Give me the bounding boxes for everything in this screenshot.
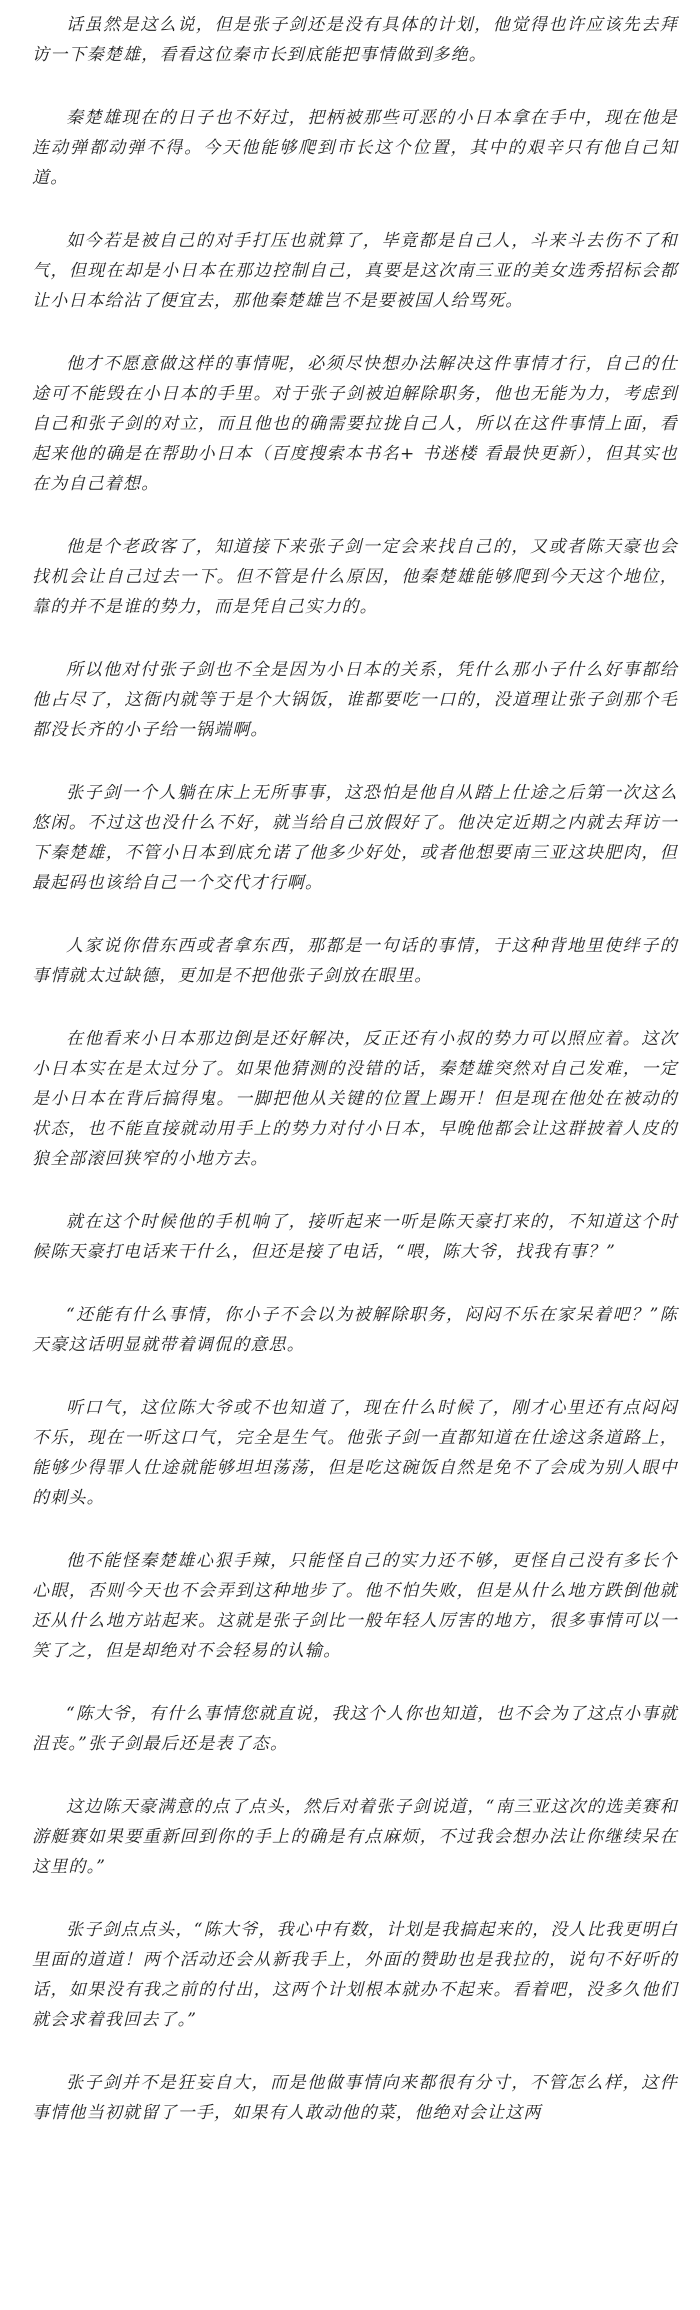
paragraph: 就在这个时候他的手机响了，接听起来一听是陈天豪打来的，不知道这个时候陈天豪打电话来干什么，但还是接了电话，“喂，陈大爷，找我有事？”	[32, 1212, 678, 1262]
paragraph: 话虽然是这么说，但是张子剑还是没有具体的计划，他觉得也许应该先去拜访一下秦楚雄，看看这位秦市长到底能把事情做到多绝。	[32, 15, 678, 65]
paragraph: 张子剑点点头，“陈大爷，我心中有数，计划是我搞起来的，没人比我更明白里面的道道！两个活动还会从新我手上，外面的赞助也是我拉的，说句不好听的话，如果没有我之前的付出，这两个计划根本就办不起来。看着吧，没多久他们就会求着我回去了。”	[32, 1920, 678, 2030]
paragraph: 张子剑并不是狂妄自大，而是他做事情向来都很有分寸，不管怎么样，这件事情他当初就留了一手，如果有人敢动他的菜，他绝对会让这两	[32, 2073, 678, 2123]
paragraph: 人家说你借东西或者拿东西，那都是一句话的事情，于这种背地里使绊子的事情就太过缺德，更加是不把他张子剑放在眼里。	[32, 936, 678, 986]
paragraph: 他不能怪秦楚雄心狠手辣，只能怪自己的实力还不够，更怪自己没有多长个心眼，否则今天也不会弄到这种地步了。他不怕失败，但是从什么地方跌倒他就还从什么地方站起来。这就是张子剑比一般年轻人厉害的地方，很多事情可以一笑了之，但是却绝对不会轻易的认输。	[32, 1551, 678, 1661]
paragraph: “还能有什么事情，你小子不会以为被解除职务，闷闷不乐在家呆着吧？”陈天豪这话明显就带着调侃的意思。	[32, 1305, 678, 1355]
paragraph: 这边陈天豪满意的点了点头，然后对着张子剑说道，“南三亚这次的选美赛和游艇赛如果要重新回到你的手上的确是有点麻烦，不过我会想办法让你继续呆在这里的。”	[32, 1797, 678, 1877]
paragraph: “陈大爷，有什么事情您就直说，我这个人你也知道，也不会为了这点小事就沮丧。”张子剑最后还是表了态。	[32, 1704, 678, 1754]
paragraph: 所以他对付张子剑也不全是因为小日本的关系，凭什么那小子什么好事都给他占尽了，这衙内就等于是个大锅饭，谁都要吃一口的，没道理让张子剑那个毛都没长齐的小子给一锅端啊。	[32, 660, 678, 740]
paragraph: 听口气，这位陈大爷或不也知道了，现在什么时候了，刚才心里还有点闷闷不乐，现在一听这口气，完全是生气。他张子剑一直都知道在仕途这条道路上，能够少得罪人仕途就能够坦坦荡荡，但是吃这碗饭自然是免不了会成为别人眼中的刺头。	[32, 1398, 678, 1508]
paragraph: 如今若是被自己的对手打压也就算了，毕竟都是自己人，斗来斗去伤不了和气，但现在却是小日本在那边控制自己，真要是这次南三亚的美女选秀招标会都让小日本给沾了便宜去，那他秦楚雄岂不是要被国人给骂死。	[32, 231, 678, 311]
paragraph: 他才不愿意做这样的事情呢，必须尽快想办法解决这件事情才行，自己的仕途可不能毁在小日本的手里。对于张子剑被迫解除职务，他也无能为力，考虑到自己和张子剑的对立，而且他也的确需要拉拢自己人，所以在这件事情上面，看起来他的确是在帮助小日本（百度搜索本书名+ 书迷楼 看最快更新），但其实也在为自己着想。	[32, 354, 678, 494]
paragraph: 秦楚雄现在的日子也不好过，把柄被那些可恶的小日本拿在手中，现在他是连动弹都动弹不得。今天他能够爬到市长这个位置，其中的艰辛只有他自己知道。	[32, 108, 678, 188]
paragraph: 在他看来小日本那边倒是还好解决，反正还有小叔的势力可以照应着。这次小日本实在是太过分了。如果他猜测的没错的话，秦楚雄突然对自己发难，一定是小日本在背后搞得鬼。一脚把他从关键的位置上踢开！但是现在他处在被动的状态，也不能直接就动用手上的势力对付小日本，早晚他都会让这群披着人皮的狼全部滚回狭窄的小地方去。	[32, 1029, 678, 1169]
paragraph: 张子剑一个人躺在床上无所事事，这恐怕是他自从踏上仕途之后第一次这么悠闲。不过这也没什么不好，就当给自己放假好了。他决定近期之内就去拜访一下秦楚雄，不管小日本到底允诺了他多少好处，或者他想要南三亚这块肥肉，但最起码也该给自己一个交代才行啊。	[32, 783, 678, 893]
paragraph: 他是个老政客了，知道接下来张子剑一定会来找自己的，又或者陈天豪也会找机会让自己过去一下。但不管是什么原因，他秦楚雄能够爬到今天这个地位，靠的并不是谁的势力，而是凭自己实力的。	[32, 537, 678, 617]
